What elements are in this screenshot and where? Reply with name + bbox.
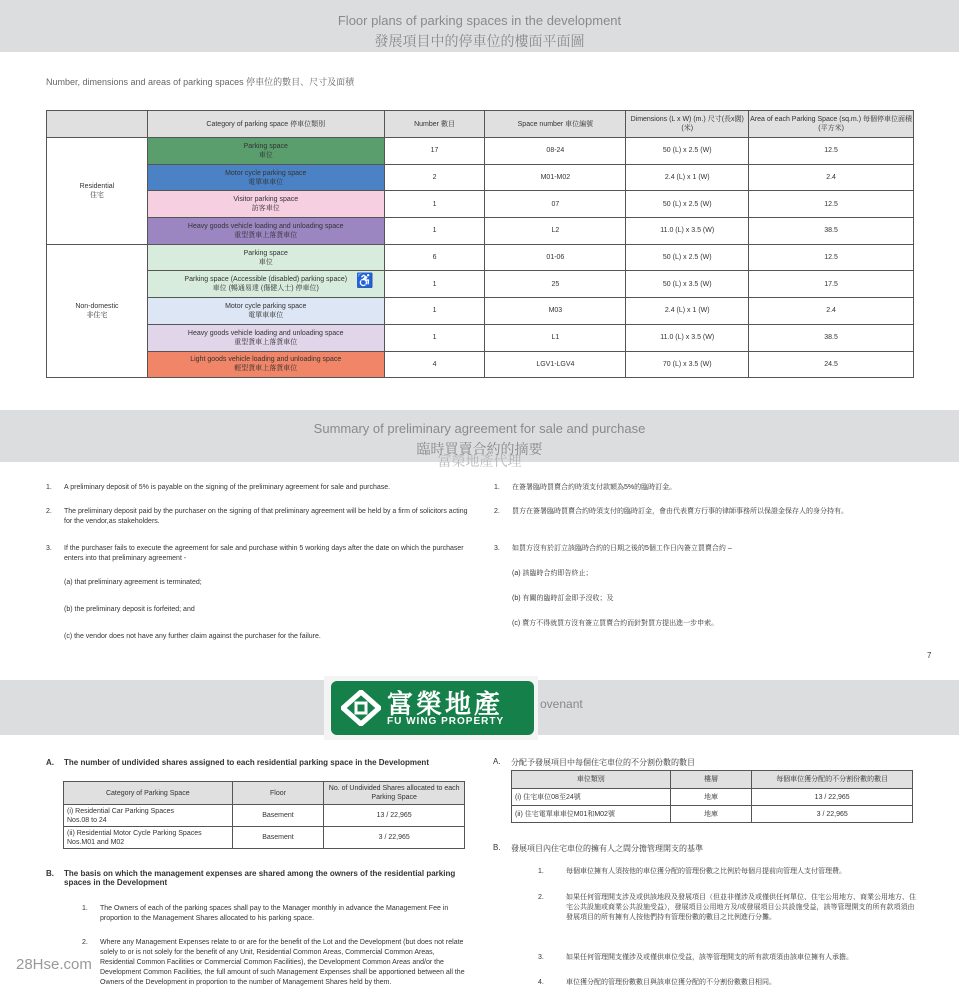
table-cell: (i) 住宅車位08至24號: [512, 789, 671, 806]
table-row: [47, 191, 914, 218]
number-cell: 1: [384, 218, 485, 245]
column-header: Category of parking space 停車位類別: [147, 111, 384, 138]
category-cell: [147, 351, 384, 378]
space-cell: M03: [485, 298, 626, 325]
category-cell: [147, 244, 384, 271]
category-label: Motor cycle parking space 電單車車位: [225, 169, 307, 186]
dim-cell: 11.0 (L) x 3.5 (W): [626, 218, 749, 245]
agency-watermark: 富榮地產代理: [437, 453, 522, 469]
table-cell: 13 / 22,965: [752, 789, 913, 806]
space-cell: M01-M02: [485, 164, 626, 191]
dim-cell: 50 (L) x 2.5 (W): [626, 244, 749, 271]
table-cell: (ii) Residential Motor Cycle Parking Spaces Nos.M01 and M02: [64, 827, 233, 849]
category-cell: [147, 138, 384, 165]
summary-title-zh: 臨時買賣合約的摘要: [416, 441, 543, 457]
number-cell: 1: [384, 191, 485, 218]
area-cell: 38.5: [749, 324, 914, 351]
category-label: Parking space 車位: [243, 249, 288, 266]
shares-table-zh: [511, 770, 913, 823]
category-label: Light goods vehicle loading and unloading space 輕型貨車上落貨車位: [190, 356, 342, 373]
number-cell: 4: [384, 351, 485, 378]
category-cell: [147, 191, 384, 218]
logo-diamond-icon: [341, 690, 381, 726]
page-number: 7: [927, 651, 932, 660]
column-header: Area of each Parking Space (sq.m.) 每個停車位面積(平方米): [749, 111, 914, 138]
number-cell: 17: [384, 138, 485, 165]
dim-cell: 2.4 (L) x 1 (W): [626, 298, 749, 325]
table-cell: Basement: [232, 805, 324, 827]
area-cell: 12.5: [749, 138, 914, 165]
item-number: 3.: [494, 545, 500, 552]
table-cell: (ii) 住宅電單車車位M01和M02號: [512, 806, 671, 823]
space-cell: 08-24: [485, 138, 626, 165]
table-row: [47, 298, 914, 325]
wheelchair-icon: ♿: [356, 272, 374, 289]
table-cell: 地庫: [670, 789, 752, 806]
table-row: [512, 789, 913, 806]
parking-table: [46, 110, 914, 378]
item-text: (a) that preliminary agreement is terminated;: [64, 579, 202, 586]
table-row: [64, 827, 465, 849]
shares-heading-zh: 分配予發展項目中每個住宅車位的不分割份數的數目: [511, 758, 695, 767]
item-text: Where any Management Expenses relate to or are for the benefit of the Lot and the Development (but does not relate solely to or is not solely for the benefit of any Unit, Residential Common Areas, Commercial Common Areas, Residential Common Facilities or Commercial Common Facilities), the Development Common Areas and/or the Development Common Facilities, the full amount of such Management Expenses shall be apportioned between all the Owners of the Development in proportion to the number of Management Shares held by them.: [100, 939, 465, 986]
space-cell: L2: [485, 218, 626, 245]
area-cell: 12.5: [749, 191, 914, 218]
area-cell: 17.5: [749, 271, 914, 298]
space-cell: 07: [485, 191, 626, 218]
dim-cell: 50 (L) x 3.5 (W): [626, 271, 749, 298]
table-row: [47, 164, 914, 191]
table-cell: (i) Residential Car Parking Spaces Nos.08 to 24: [64, 805, 233, 827]
item-number: 1.: [46, 484, 52, 491]
item-text: (c) the vendor does not have any further claim against the purchaser for the failure.: [64, 633, 321, 640]
column-header: 車位類別: [512, 771, 671, 789]
item-number: 3.: [46, 545, 52, 552]
dim-cell: 11.0 (L) x 3.5 (W): [626, 324, 749, 351]
space-cell: LGV1-LGV4: [485, 351, 626, 378]
summary-title-en: Summary of preliminary agreement for sale and purchase: [313, 421, 646, 436]
category-cell: [147, 218, 384, 245]
table-row: [512, 806, 913, 823]
heading-letter: A.: [46, 758, 54, 767]
column-header: Category of Parking Space: [64, 782, 233, 805]
item-text: A preliminary deposit of 5% is payable on the signing of the preliminary agreement for sale and purchase.: [64, 484, 391, 491]
space-cell: L1: [485, 324, 626, 351]
table-cell: 3 / 22,965: [324, 827, 465, 849]
column-header: 樓層: [670, 771, 752, 789]
table-row: [47, 244, 914, 271]
logo-text-zh: 富榮地產: [387, 689, 504, 719]
area-cell: 12.5: [749, 244, 914, 271]
area-cell: 2.4: [749, 298, 914, 325]
table-row: [47, 324, 914, 351]
section-subtitle: Number, dimensions and areas of parking spaces 停車位的數目、尺寸及面積: [46, 77, 355, 87]
table-header-row: [512, 771, 913, 789]
table-cell: Basement: [232, 827, 324, 849]
number-cell: 1: [384, 271, 485, 298]
category-label: Motor cycle parking space 電單車車位: [225, 302, 307, 319]
item-number: 4.: [538, 979, 544, 986]
item-text: 在簽署臨時買賣合約時須支付款額為5%的臨時訂金。: [512, 484, 677, 491]
number-cell: 1: [384, 324, 485, 351]
item-text: (a) 該臨時合約即告終止；: [512, 570, 593, 577]
column-header: Dimensions (L x W) (m.) 尺寸(長x闊)(米): [626, 111, 749, 138]
item-number: 1.: [82, 905, 88, 912]
item-text: The preliminary deposit paid by the purchaser on the signing of that preliminary agreement will be held by a firm of solicitors acting for the vendor,as stakeholders.: [64, 508, 468, 525]
column-header: Floor: [232, 782, 324, 805]
item-number: 2.: [82, 939, 88, 946]
item-text: If the purchaser fails to execute the agreement for sale and purchase within 5 working days after the date on which the purchaser enters into that preliminary agreement -: [64, 545, 464, 562]
category-label: Heavy goods vehicle loading and unloading space 重型貨車上落貨車位: [187, 329, 344, 346]
item-number: 1.: [538, 868, 544, 875]
space-cell: 01-06: [485, 244, 626, 271]
column-header: 每個車位獲分配的不分割份數的數目: [752, 771, 913, 789]
table-header-row: [64, 782, 465, 805]
item-number: 3.: [538, 954, 544, 961]
item-text: 每個車位擁有人須按他的車位獲分配的管理份數之比例於每個月提前向管理人支付管理費。: [566, 868, 846, 875]
item-number: 2.: [46, 508, 52, 515]
dim-cell: 70 (L) x 3.5 (W): [626, 351, 749, 378]
area-cell: 2.4: [749, 164, 914, 191]
column-header: Space number 車位編號: [485, 111, 626, 138]
heading-letter: B.: [46, 869, 54, 878]
group-label: Residential 住宅: [47, 138, 148, 245]
item-text: 如果任何管理開支涉及或供該地段及發展項目（但並非僅涉及或僅供任何單位、住宅公用地方、商業公用地方、住宅公共設施或商業公共設施受益），發展項目公用地方及/或發展項目公共設施受益，該等管理開支的所有款項須由發展項目的所有擁有人按他們持有管理份數的數目之比例進行分攤。: [566, 894, 916, 921]
item-text: 車位獲分配的管理份數數目與該車位獲分配的不分割份數數目相同。: [566, 979, 776, 986]
table-row: [47, 271, 914, 298]
shares-heading-en: The number of undivided shares assigned to each residential parking space in the Development: [64, 758, 429, 767]
number-cell: 2: [384, 164, 485, 191]
item-text: The Owners of each of the parking spaces shall pay to the Manager monthly in advance the Management Fee in proportion to the Management Shares allocated to his parking space.: [100, 905, 449, 922]
item-text: (c) 賣方不得就買方沒有簽立買賣合約而針對買方提出進一步申索。: [512, 620, 719, 627]
category-label: Parking space (Accessible (disabled) parking space) 車位 (暢通易達 (傷健人士) 停車位): [184, 276, 348, 293]
logo-text-en: FU WING PROPERTY: [387, 716, 505, 727]
number-cell: 1: [384, 298, 485, 325]
group-label: Non-domestic 非住宅: [47, 244, 148, 377]
table-cell: 13 / 22,965: [324, 805, 465, 827]
item-text: 如果任何管理開支僅涉及或僅供車位受益，該等管理開支的所有款項須由該車位擁有人承擔。: [566, 954, 853, 961]
shares-table-en: [63, 781, 465, 849]
item-number: 2.: [494, 508, 500, 515]
item-number: 1.: [494, 484, 500, 491]
mgmt-heading-en: The basis on which the management expenses are shared among the owners of the residential parking spaces in the Development: [64, 869, 456, 887]
table-row: [47, 138, 914, 165]
dim-cell: 50 (L) x 2.5 (W): [626, 138, 749, 165]
site-watermark: 28Hse.com: [16, 956, 92, 973]
table-row: [64, 805, 465, 827]
dim-cell: 2.4 (L) x 1 (W): [626, 164, 749, 191]
item-number: 2.: [538, 894, 544, 901]
category-label: Parking space 車位: [243, 142, 288, 159]
category-cell: [147, 164, 384, 191]
page-title-en: Floor plans of parking spaces in the development: [337, 13, 622, 28]
table-header-row: [47, 111, 914, 138]
table-row: [47, 351, 914, 378]
category-cell: [147, 271, 384, 298]
item-text: (b) 有關的臨時訂金即予沒收；及: [512, 595, 614, 602]
category-cell: [147, 324, 384, 351]
number-cell: 6: [384, 244, 485, 271]
column-header: Number 數目: [384, 111, 485, 138]
dim-cell: 50 (L) x 2.5 (W): [626, 191, 749, 218]
category-label: Visitor parking space 訪客車位: [233, 196, 299, 213]
item-text: 買方在簽署臨時買賣合約時須支付的臨時訂金，會由代表賣方行事的律師事務所以保證金保存人的身分持有。: [512, 508, 848, 515]
mgmt-heading-zh: 發展項目內住宅車位的擁有人之間分擔管理開支的基準: [511, 844, 703, 853]
heading-letter: A.: [493, 757, 501, 766]
table-cell: 3 / 22,965: [752, 806, 913, 823]
fu-wing-logo: [331, 681, 534, 735]
table-cell: 地庫: [670, 806, 752, 823]
category-label: Heavy goods vehicle loading and unloading space 重型貨車上落貨車位: [187, 222, 344, 239]
column-header: [47, 111, 148, 138]
covenant-title: ovenant: [540, 697, 583, 711]
item-text: 如買方沒有於訂立該臨時合約的日期之後的5個工作日內簽立買賣合約 –: [512, 545, 732, 552]
table-row: [47, 218, 914, 245]
page-title-zh: 發展項目中的停車位的樓面平面圖: [374, 33, 585, 49]
category-cell: [147, 298, 384, 325]
area-cell: 24.5: [749, 351, 914, 378]
heading-letter: B.: [493, 843, 501, 852]
item-text: (b) the preliminary deposit is forfeited; and: [64, 606, 195, 613]
space-cell: 25: [485, 271, 626, 298]
area-cell: 38.5: [749, 218, 914, 245]
column-header: No. of Undivided Shares allocated to each Parking Space: [324, 782, 465, 805]
